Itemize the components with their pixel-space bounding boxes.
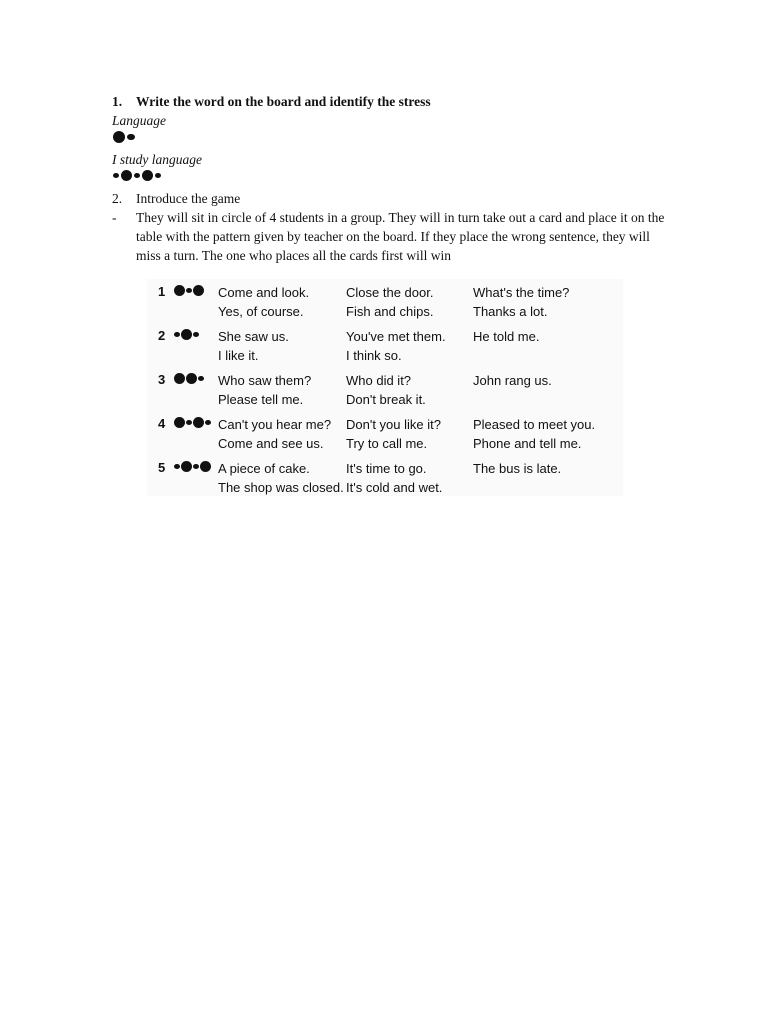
row-number: 3 [158, 372, 166, 387]
heading-text: Write the word on the board and identify the stress [136, 94, 431, 109]
table-cell: He told me. [473, 329, 540, 344]
table-cell: Can't you hear me? [218, 417, 332, 432]
table-cell: The shop was closed. [218, 480, 344, 495]
table-cell: A piece of cake. [218, 461, 310, 476]
instruction-line-2: table with the pattern given by teacher on the board. If they place the wrong sentence, they will [136, 229, 650, 244]
unstressed-syllable-dot [186, 288, 192, 293]
instruction-line-3: miss a turn. The one who places all the cards first will win [136, 248, 452, 263]
stress-pattern-example-sentence [113, 170, 193, 184]
example-sentence-label: I study language [112, 152, 202, 167]
table-cell: Don't you like it? [346, 417, 441, 432]
table-cell: Thanks a lot. [473, 304, 548, 319]
example-word-label: Language [112, 113, 166, 128]
table-cell: Come and see us. [218, 436, 324, 451]
stress-pattern-dots [174, 329, 214, 343]
table-cell: Who saw them? [218, 373, 312, 388]
table-cell: John rang us. [473, 373, 552, 388]
table-row [147, 411, 623, 455]
stress-pattern-table [147, 279, 623, 496]
table-cell: I think so. [346, 348, 402, 363]
stressed-syllable-dot [200, 461, 211, 472]
row-number: 5 [158, 460, 166, 475]
instruction-line-1: They will sit in circle of 4 students in a group. They will in turn take out a card and place it on the [136, 210, 665, 225]
stress-pattern-dots [174, 417, 214, 431]
unstressed-syllable-dot [174, 464, 180, 469]
row-number: 4 [158, 416, 166, 431]
table-cell: Don't break it. [346, 392, 426, 407]
unstressed-syllable-dot [193, 464, 199, 469]
table-cell: Try to call me. [346, 436, 428, 451]
table-row [147, 323, 623, 367]
unstressed-syllable-dot [127, 134, 135, 141]
heading-number: 1. [112, 94, 123, 109]
table-cell: Come and look. [218, 285, 310, 300]
table-cell: It's time to go. [346, 461, 427, 476]
instruction-bullet: - [112, 210, 117, 225]
stressed-syllable-dot [193, 285, 204, 296]
stressed-syllable-dot [142, 170, 153, 181]
stressed-syllable-dot [121, 170, 132, 181]
step-two [112, 190, 240, 207]
table-cell: Close the door. [346, 285, 434, 300]
table-cell: What's the time? [473, 285, 570, 300]
table-cell: Yes, of course. [218, 304, 304, 319]
table-cell: I like it. [218, 348, 259, 363]
step-two-number: 2. [112, 191, 123, 206]
table-cell: Phone and tell me. [473, 436, 582, 451]
table-cell: It's cold and wet. [346, 480, 443, 495]
stress-pattern-dots [174, 373, 214, 387]
stressed-syllable-dot [174, 417, 185, 428]
unstressed-syllable-dot [198, 376, 204, 381]
row-number: 2 [158, 328, 166, 343]
table-cell: Fish and chips. [346, 304, 434, 319]
unstressed-syllable-dot [205, 420, 211, 425]
stressed-syllable-dot [174, 373, 185, 384]
stressed-syllable-dot [174, 285, 185, 296]
table-cell: Who did it? [346, 373, 412, 388]
table-cell: You've met them. [346, 329, 446, 344]
unstressed-syllable-dot [193, 332, 199, 337]
unstressed-syllable-dot [186, 420, 192, 425]
step-two-text: Introduce the game [136, 191, 241, 206]
table-cell: She saw us. [218, 329, 289, 344]
unstressed-syllable-dot [155, 173, 161, 178]
unstressed-syllable-dot [134, 173, 140, 178]
table-cell: Pleased to meet you. [473, 417, 596, 432]
stressed-syllable-dot [186, 373, 197, 384]
stressed-syllable-dot [181, 329, 192, 340]
stress-pattern-dots [174, 285, 214, 299]
unstressed-syllable-dot [174, 332, 180, 337]
section-heading [112, 93, 431, 110]
unstressed-syllable-dot [113, 173, 119, 178]
table-cell: The bus is late. [473, 461, 562, 476]
stressed-syllable-dot [113, 131, 125, 143]
stress-pattern-example-word [113, 131, 153, 145]
stressed-syllable-dot [193, 417, 204, 428]
table-row [147, 279, 623, 323]
stressed-syllable-dot [181, 461, 192, 472]
row-number: 1 [158, 284, 166, 299]
stress-pattern-dots [174, 461, 214, 475]
table-row [147, 455, 623, 499]
table-row [147, 367, 623, 411]
table-cell: Please tell me. [218, 392, 304, 407]
